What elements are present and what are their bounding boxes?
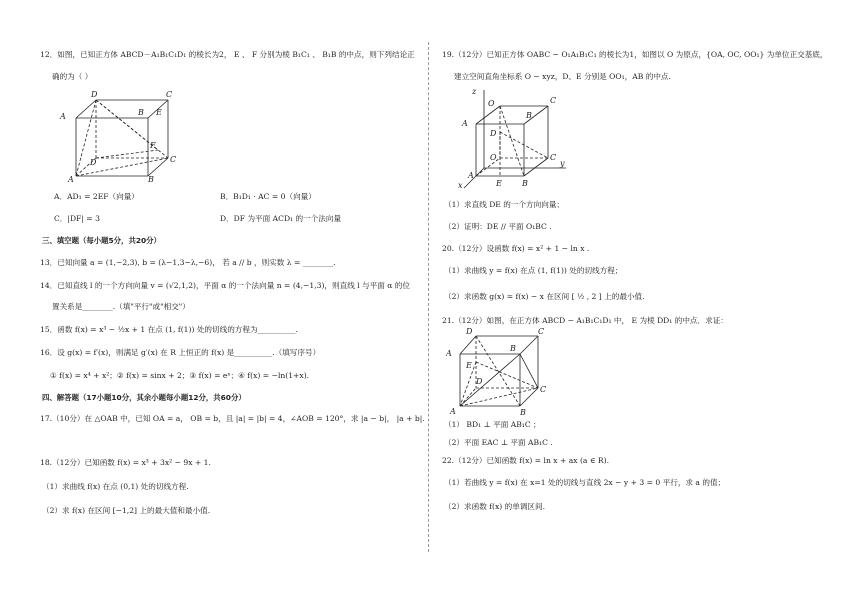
svg-text:O: O (490, 153, 497, 162)
svg-text:O: O (488, 99, 495, 108)
svg-text:A: A (446, 349, 452, 358)
section-4-heading: 四、解答题（17小题10分，其余小题每小题12分，共60分） (42, 393, 246, 402)
question-19-line2: 建立空间直角坐标系 O − xyz，D、E 分别是 OO₁，AB 的中点. (454, 72, 671, 81)
svg-text:D: D (466, 327, 473, 336)
svg-text:D: D (91, 90, 98, 99)
cube-figure-q19 (456, 86, 576, 190)
question-17: 17.（10分）在 △OAB 中，已知 OA = a， OB = b，且 |a| = |b| = 4，∠AOB = 120°，求 |a − b|， |a + b|. (40, 414, 425, 423)
question-19-part1: （1）求直线 DE 的一个方向向量； (444, 200, 565, 209)
question-19-line1: 19.（12分）已知正方体 OABC − O₁A₁B₁C₁ 的棱长为1，如图以 O 为原点，{OA, OC, OO₁} 为单位正交基底， (442, 50, 828, 59)
question-12-option-b: B．B₁D₁ · AC = 0（向量） (220, 192, 316, 201)
question-12-option-a: A．AD₁ = 2EF（向量） (54, 192, 139, 201)
section-3-heading: 三、填空题（每小题5分，共20分） (42, 236, 161, 245)
question-12-option-d: D．DF 为平面 ACD₁ 的一个法向量 (220, 214, 342, 223)
question-21: 21.（12分）如图，在正方体 ABCD − A₁B₁C₁D₁ 中， E 为棱 DD₁ 的中点．求证： (442, 316, 728, 325)
question-19-part2: （2）证明：DE // 平面 O₁BC . (444, 222, 552, 231)
svg-text:C: C (540, 385, 547, 394)
question-15: 15．函数 f(x) = x³ − ½x + 1 在点 (1, f(1)) 处的切线的方程为__________. (40, 325, 298, 334)
question-21-part2: （2）平面 EAC ⊥ 平面 AB₁C . (444, 438, 553, 447)
svg-text:A: A (68, 175, 74, 183)
svg-text:y: y (560, 159, 565, 168)
svg-text:C: C (166, 90, 173, 99)
question-13: 13．已知向量 a = (1,−2,3), b = (λ−1,3−λ,−6)， 若 a // b ，则实数 λ = ________. (40, 258, 336, 267)
svg-text:B: B (520, 408, 526, 416)
svg-text:A: A (468, 171, 474, 180)
svg-text:z: z (472, 87, 477, 96)
svg-text:D: D (490, 129, 497, 138)
svg-text:C: C (550, 153, 557, 162)
svg-text:F: F (150, 141, 156, 150)
svg-text:E: E (466, 361, 472, 370)
svg-text:A: A (450, 407, 456, 416)
cube-figure-q12 (56, 88, 186, 183)
svg-text:B: B (138, 108, 144, 117)
svg-text:E: E (156, 108, 162, 117)
svg-text:C: C (550, 96, 557, 105)
question-14-line2: 置关系是________.（填"平行"或"相交"） (52, 302, 190, 311)
question-18-part1: （1）求曲线 f(x) 在点 (0,1) 处的切线方程. (42, 482, 189, 491)
question-12-option-c: C．|DF| = 3 (54, 214, 100, 223)
svg-text:B: B (526, 111, 532, 120)
svg-text:B: B (510, 344, 516, 353)
svg-text:A: A (462, 119, 468, 128)
column-divider (428, 42, 429, 552)
question-20-part2: （2）求函数 g(x) = f(x) − x 在区间 [ ½ , 2 ] 上的最小值. (444, 292, 645, 301)
svg-text:D: D (90, 158, 97, 167)
question-18-part2: （2）求 f(x) 在区间 [−1,2] 上的最大值和最小值. (42, 506, 211, 515)
question-22-part2: （2）求函数 f(x) 的单调区间. (444, 502, 546, 511)
svg-text:C: C (538, 327, 545, 336)
svg-text:A: A (60, 112, 66, 121)
svg-text:x: x (458, 181, 463, 190)
svg-text:B: B (522, 179, 528, 188)
question-14-line1: 14．已知直线 l 的一个方向向量 v = (√2,1,2)，平面 α 的一个法向量 n = (4,−1,3)，则直线 l 与平面 α 的位 (40, 281, 410, 290)
cube-figure-q21 (446, 326, 556, 416)
question-21-part1: （1） BD₁ ⊥ 平面 AB₁C ； (444, 420, 541, 429)
svg-text:B: B (148, 175, 154, 183)
question-20: 20.（12分）设函数 f(x) = x² + 1 − ln x . (442, 244, 590, 253)
question-12-line1: 12．如图，已知正方体 ABCD－A₁B₁C₁D₁ 的棱长为2， E 、 F 分别为棱 B₁C₁ 、 B₁B 的中点，则下列结论正 (40, 50, 415, 59)
question-16-options: ① f(x) = x⁴ + x²；② f(x) = sinx + 2；③ f(x) = eˣ；④ f(x) = −ln(1+x). (50, 371, 310, 380)
svg-text:C: C (170, 155, 177, 164)
svg-text:D: D (476, 377, 483, 386)
question-12-line2: 确的为（ ） (52, 72, 93, 81)
question-16-line1: 16．设 g(x) = f′(x)，则满足 g′(x) 在 R 上恒正的 f(x) 是__________.（填写序号） (40, 348, 321, 357)
question-20-part1: （1）求曲线 y = f(x) 在点 (1, f(1)) 处的切线方程； (444, 266, 623, 275)
question-18: 18.（12分）已知函数 f(x) = x³ + 3x² − 9x + 1. (40, 458, 211, 467)
question-22: 22.（12分）已知函数 f(x) = ln x + ax (a ∈ R). (442, 456, 609, 465)
question-22-part1: （1）若曲线 y = f(x) 在 x=1 处的切线与直线 2x − y + 3 = 0 平行，求 a 的值； (444, 478, 726, 487)
svg-text:E: E (496, 179, 502, 188)
